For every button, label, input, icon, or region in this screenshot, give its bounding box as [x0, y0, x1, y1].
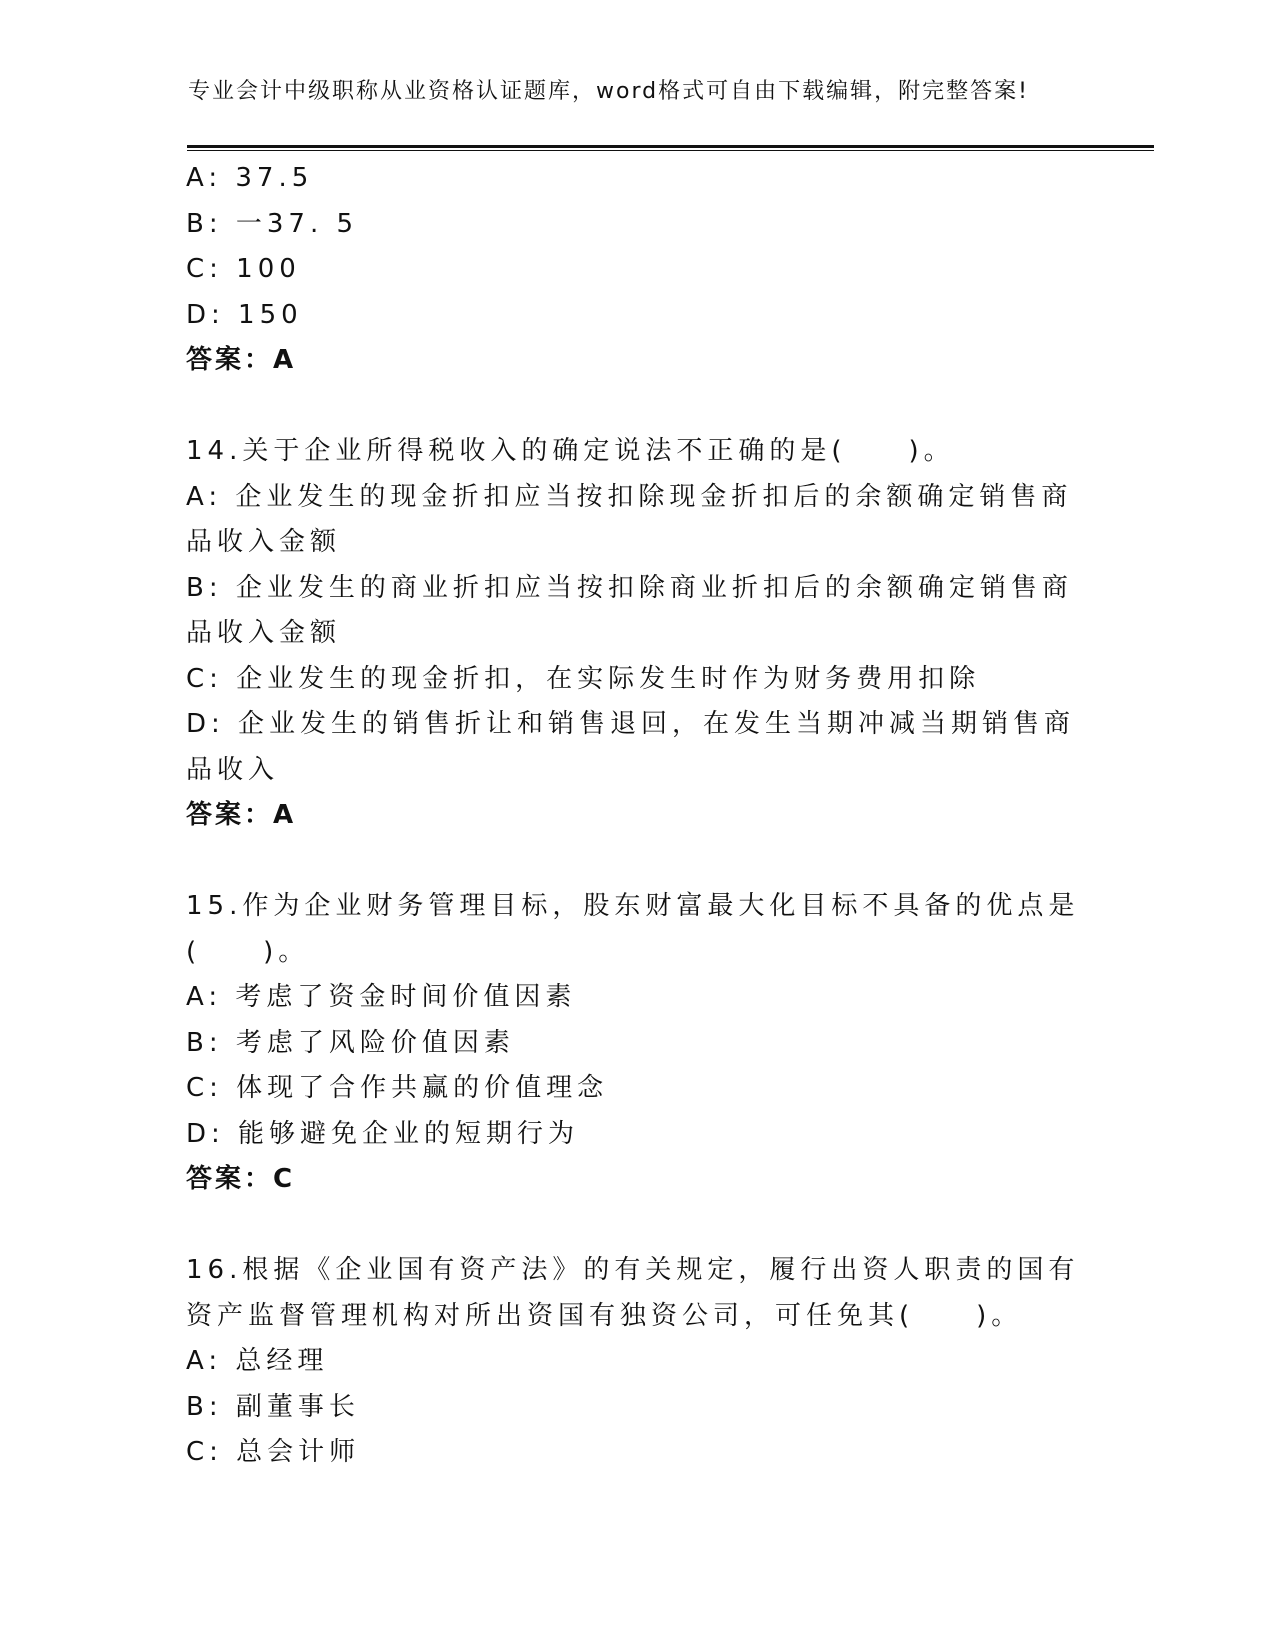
question-15-stem: 15.作为企业财务管理目标，股东财富最大化目标不具备的优点是( )。: [186, 891, 1080, 967]
question-16-stem: 16.根据《企业国有资产法》的有关规定，履行出资人职责的国有资产监督管理机构对所出资国有独资公司，可任免其( )。: [186, 1255, 1080, 1331]
question-14-block: [186, 429, 1086, 839]
question-14-option-d: D: 企业发生的销售折让和销售退回，在发生当期冲减当期销售商品收入: [186, 709, 1076, 785]
question-15-option-c: C: 体现了合作共赢的价值理念: [186, 1073, 609, 1103]
question-15-answer: 答案：C: [186, 1164, 296, 1194]
question-14-option-a: A: 企业发生的现金折扣应当按扣除现金折扣后的余额确定销售商品收入金额: [186, 481, 1073, 557]
question-15-block: [186, 884, 1086, 1203]
question-15-option-b: B: 考虑了风险价值因素: [186, 1027, 515, 1058]
spacer: [186, 839, 1086, 885]
spacer: [186, 1203, 1086, 1249]
question-14-option-c: C: 企业发生的现金折扣，在实际发生时作为财务费用扣除: [186, 663, 981, 694]
question-13-option-b: B: 一37. 5: [186, 208, 359, 239]
question-15-option-a: A: 考虑了资金时间价值因素: [186, 982, 577, 1012]
header-rule-thick: [187, 145, 1154, 148]
question-13-block: [186, 156, 1086, 384]
question-list: [186, 156, 1086, 1476]
question-14-option-b: B: 企业发生的商业折扣应当按扣除商业折扣后的余额确定销售商品收入金额: [186, 572, 1073, 648]
question-14-answer: 答案：A: [186, 800, 297, 830]
question-13-option-c: C: 100: [186, 254, 301, 284]
spacer: [186, 384, 1086, 430]
header-rule-thin: [187, 150, 1154, 151]
question-16-option-a: A: 总经理: [186, 1346, 329, 1376]
question-14-stem: 14.关于企业所得税收入的确定说法不正确的是( )。: [186, 436, 955, 466]
page-header-title: 专业会计中级职称从业资格认证题库，word格式可自由下载编辑，附完整答案!: [188, 79, 1029, 104]
question-16-option-b: B: 副董事长: [186, 1391, 360, 1422]
question-16-block: [186, 1248, 1086, 1476]
question-16-option-c: C: 总会计师: [186, 1437, 361, 1467]
question-13-option-a: A: 37.5: [186, 163, 314, 193]
question-13-option-d: D: 150: [186, 299, 303, 330]
question-15-option-d: D: 能够避免企业的短期行为: [186, 1118, 580, 1149]
question-13-answer: 答案：A: [186, 345, 297, 375]
